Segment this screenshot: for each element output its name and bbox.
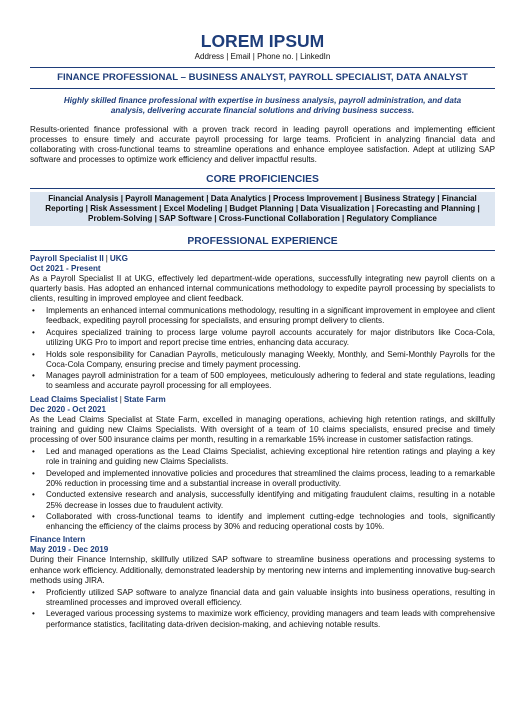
- job-title-line: [30, 254, 495, 264]
- job-role: Lead Claims Specialist: [30, 394, 118, 404]
- job-description: As the Lead Claims Specialist at State Farm, excelled in managing operations, achieving high retention ratings, and skillfully training and guiding new Claims Specialists. With oversight of a team of 10 claims specialists, ensured precise and timely processing of over 500 insurance claims per month, resulting in a remarkable 15% increase in customer satisfaction ratings.: [30, 414, 495, 444]
- bullet-icon: •: [32, 349, 35, 359]
- title-separator: |: [119, 394, 122, 404]
- bullet-icon: •: [32, 468, 35, 478]
- list-item: [30, 447, 495, 467]
- job-dates: May 2019 - Dec 2019: [30, 545, 109, 555]
- list-item: [30, 469, 495, 489]
- list-item-text: Implements an enhanced internal communications methodology, resulting in a significant improvement in employee and client feedback, expediting payroll processing for specialists, and ensuring prompt delivery to clients.: [46, 306, 495, 326]
- list-item-text: Conducted extensive research and analysis, successfully identifying and mitigating fraudulent claims, resulting in a notable 25% decrease in losses due to fraudulent activity.: [46, 490, 495, 510]
- summary-tagline: Highly skilled finance professional with expertise in business analysis, payroll administration, and data analysis, delivering accurate financial solutions and driving business success.: [63, 96, 462, 116]
- list-item-text: Acquires specialized training to process large volume payroll accounts accurately for major distributors like Coca-Cola, utilizing UKG Pro to import and report precise time entries, enhancing data accuracy.: [46, 328, 495, 348]
- job-title-line: [30, 395, 495, 405]
- job-entry: [30, 535, 495, 629]
- list-item-text: Holds sole responsibility for Canadian Payrolls, meticulously managing Weekly, Monthly, and Semi-Monthly Payrolls for the Coca-Cola Company, ensuring precise and timely payment processing.: [46, 349, 495, 369]
- list-item: [30, 588, 495, 608]
- skills-box: Financial Analysis | Payroll Management | Data Analytics | Process Improvement | Business Strategy | Financial Reporting | Risk Assessment | Excel Modeling | Budget Planning | Data Visualization | Forecasting and Planning | Problem-Solving | SAP Software | Cross-Functional Collaboration | Regulatory Compliance: [30, 192, 495, 226]
- list-item: [30, 490, 495, 510]
- job-entry: [30, 395, 495, 533]
- list-item: [30, 328, 495, 348]
- achievement-list: [30, 447, 495, 532]
- bullet-icon: •: [32, 490, 35, 500]
- list-item: [30, 371, 495, 391]
- list-item: [30, 350, 495, 370]
- list-item-text: Leveraged various processing systems to maximize work efficiency, providing managers and team leads with comprehensive performance statistics, facilitating data-driven decision-making, and achieving notable results.: [46, 609, 495, 629]
- job-company: State Farm: [123, 394, 166, 404]
- section-title-experience: PROFESSIONAL EXPERIENCE: [30, 236, 495, 251]
- bullet-icon: •: [32, 328, 35, 337]
- title-separator: |: [105, 253, 108, 263]
- bullet-icon: •: [32, 512, 35, 522]
- bullet-icon: •: [32, 587, 35, 597]
- list-item-text: Collaborated with cross-functional teams to identify and implement cutting-edge technologies and tools, significantly enhancing the efficiency of the claims process by 30% and reducing operational costs by 10%.: [46, 512, 495, 532]
- job-role: Finance Intern: [30, 535, 86, 545]
- job-company: UKG: [109, 253, 128, 263]
- list-item-text: Led and managed operations as the Lead Claims Specialist, achieving exceptional hire retention ratings and playing a key role in training and guiding new Claims Specialists.: [46, 447, 495, 467]
- achievement-list: [30, 588, 495, 630]
- job-entry: [30, 254, 495, 392]
- summary-paragraph: Results-oriented finance professional with a proven track record in leading payroll operations and implementing efficient processes to ensure timely and accurate payroll processing for large teams. Proficient in analyzing financial data and collaborating with cross-functional teams to streamline operations and enhance employee satisfaction. Adept at utilizing SAP software and processes to optimize work efficiency and deliver impactful results.: [30, 125, 495, 165]
- list-item-text: Manages payroll administration for a team of 500 employees, meticulously adhering to federal and state regulations, leading to seamless and accurate payroll processing for all employees.: [46, 371, 495, 391]
- job-dates: Oct 2021 - Present: [30, 263, 101, 273]
- bullet-icon: •: [32, 609, 35, 619]
- job-description: During their Finance Internship, skillfully utilized SAP software to streamline business operations and processing systems to enhance work efficiency. Additionally, demonstrated leadership by mentoring new interns and implementing innovative bug-search methods using JIRA.: [30, 555, 495, 585]
- bullet-icon: •: [32, 371, 35, 381]
- contact-line: Address | Email | Phone no. | LinkedIn: [194, 52, 331, 61]
- headline: FINANCE PROFESSIONAL – BUSINESS ANALYST, PAYROLL SPECIALIST, DATA ANALYST: [57, 72, 468, 83]
- list-item-text: Developed and implemented innovative policies and procedures that streamlined the claims process, leading to a remarkable 20% reduction in processing time and a substantial increase in overall productivity.: [46, 468, 495, 488]
- candidate-name: LOREM IPSUM: [200, 31, 325, 51]
- job-dates: Dec 2020 - Oct 2021: [30, 404, 107, 414]
- list-item: [30, 306, 495, 326]
- job-title-line: [30, 535, 495, 545]
- experience-list: [30, 254, 495, 630]
- job-role: Payroll Specialist II: [30, 253, 104, 263]
- job-description: As a Payroll Specialist II at UKG, effectively led department-wide operations, successfully integrating new payroll clients on a quarterly basis. Has adopted an enhanced internal communications methodology to expedite payroll processing by specialists to clients, resulting in improved employee and client feedback.: [30, 274, 495, 304]
- list-item: [30, 609, 495, 629]
- section-title-proficiencies: CORE PROFICIENCIES: [30, 174, 495, 189]
- list-item: [30, 512, 495, 532]
- header-divider: [30, 67, 495, 68]
- list-item-text: Proficiently utilized SAP software to analyze financial data and gain valuable insights into business operations, resulting in streamlined processes and improved overall efficiency.: [46, 587, 495, 607]
- headline-divider: [30, 88, 495, 89]
- bullet-icon: •: [32, 447, 35, 457]
- achievement-list: [30, 306, 495, 391]
- bullet-icon: •: [32, 306, 35, 316]
